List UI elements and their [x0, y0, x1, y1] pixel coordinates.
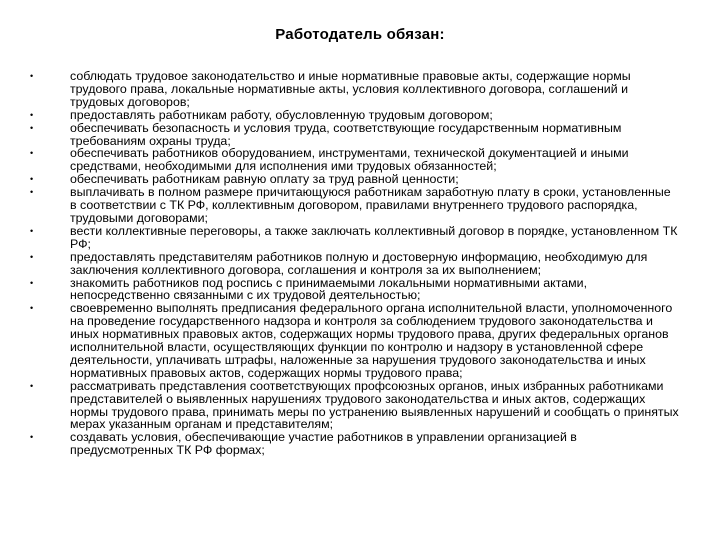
- duty-text: предоставлять представителям работников полную и достоверную информацию, необходимую для заключения коллективного договора, соглашения и контроля за их выполнением;: [70, 249, 648, 277]
- duty-text: вести коллективные переговоры, а также заключать коллективный договор в порядке, установленном ТК РФ;: [70, 223, 678, 251]
- duty-text: своевременно выполнять предписания федерального органа исполнительной власти, уполномоченного на проведение государственного надзора и контроля за соблюдением трудового законодательства и иных нормативных правовых актов, содержащих нормы трудового права, других федеральных органов исполнительной власти, осуществляющих функции по контролю и надзору в установленной сфере деятельности, уплачивать штрафы, наложенные за нарушения трудового законодательства и иных нормативных правовых актов, содержащих нормы трудового права;: [70, 301, 673, 380]
- bullet-icon: •: [30, 432, 34, 443]
- bullet-icon: •: [30, 122, 34, 133]
- duty-text: предоставлять работникам работу, обусловленную трудовым договором;: [70, 107, 493, 122]
- bullet-icon: •: [30, 109, 34, 120]
- duty-text: соблюдать трудовое законодательство и иные нормативные правовые акты, содержащие нормы трудового права, локальные нормативные акты, условия коллективного договора, соглашений и трудовых договоров;: [70, 69, 631, 109]
- duty-item: [30, 223, 680, 251]
- duty-item: [30, 430, 680, 458]
- duty-text: создавать условия, обеспечивающие участие работников в управлении организацией в предусмотренных ТК РФ формах;: [70, 430, 577, 458]
- bullet-icon: •: [30, 148, 34, 159]
- duty-item: [30, 378, 680, 432]
- duty-item: [30, 120, 680, 148]
- duty-text: обеспечивать работникам равную оплату за труд равной ценности;: [70, 172, 459, 187]
- page-title: Работодатель обязан:: [275, 26, 445, 43]
- duty-text: рассматривать представления соответствующих профсоюзных органов, иных избранных работниками представителей о выявленных нарушениях трудового законодательства и иных актов, содержащих нормы трудового права, принимать меры по устранению выявленных нарушений и сообщать о принятых мерах указанным органам и представителям;: [70, 378, 679, 432]
- duty-text: знакомить работников под роспись с принимаемыми локальными нормативными актами, непосредственно связанными с их трудовой деятельностью;: [70, 275, 588, 303]
- duties-list: [30, 69, 680, 458]
- duty-text: обеспечивать работников оборудованием, инструментами, технической документацией и иными средствами, необходимыми для исполнения ими трудовых обязанностей;: [70, 146, 629, 174]
- duty-item: [30, 275, 680, 303]
- bullet-icon: •: [30, 251, 34, 262]
- bullet-icon: •: [30, 187, 34, 198]
- duty-text: выплачивать в полном размере причитающуюся работникам заработную плату в сроки, установленные в соответствии с ТК РФ, коллективным договором, правилами внутреннего трудового распорядка, трудовыми договорами;: [70, 185, 671, 225]
- duty-item: [30, 146, 680, 174]
- duty-item: [30, 69, 680, 109]
- duty-text: обеспечивать безопасность и условия труда, соответствующие государственным нормативным требованиям охраны труда;: [70, 120, 622, 148]
- duty-item: [30, 185, 680, 225]
- bullet-icon: •: [30, 225, 34, 236]
- duty-item: [30, 249, 680, 277]
- bullet-icon: •: [30, 380, 34, 391]
- bullet-icon: •: [30, 277, 34, 288]
- duty-item: [30, 301, 680, 380]
- bullet-icon: •: [30, 174, 34, 185]
- bullet-icon: •: [30, 71, 34, 81]
- bullet-icon: •: [30, 303, 34, 314]
